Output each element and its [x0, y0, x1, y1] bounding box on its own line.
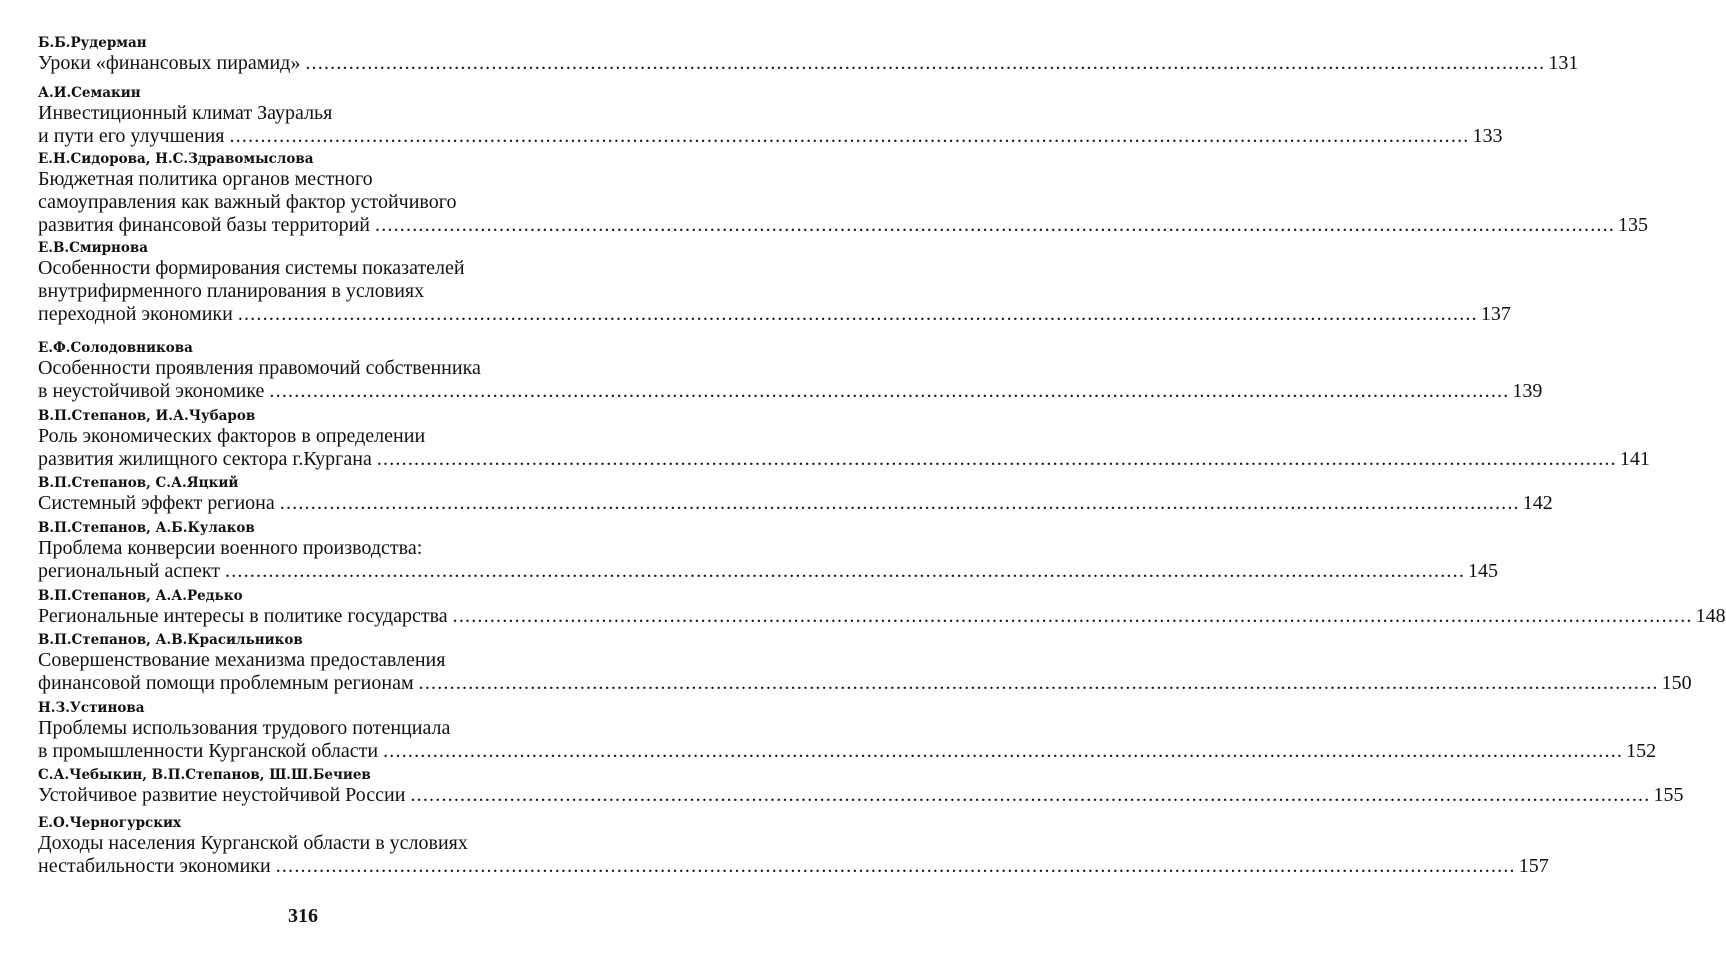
dot-leader: ........................................................................................................................................................................................................	[410, 784, 1651, 806]
entry-page-number: 141	[1619, 448, 1650, 470]
entry-page-number: 142	[1522, 492, 1553, 514]
dot-leader: ........................................................................................................................................................................................................	[383, 740, 1624, 762]
toc-entry	[38, 340, 1543, 403]
entry-title-row	[38, 380, 1543, 403]
entry-page-number: 135	[1618, 214, 1648, 236]
toc-entry	[38, 408, 1650, 471]
entry-title-line: Региональные интересы в политике государства	[38, 605, 448, 627]
entry-page-number: 152	[1626, 740, 1657, 762]
dot-leader: ........................................................................................................................................................................................................	[375, 214, 1615, 236]
toc-entry	[38, 767, 1684, 807]
entry-author: В.П.Степанов, И.А.Чубаров	[38, 408, 256, 424]
entry-title-row	[38, 214, 1648, 237]
entry-title-line: нестабильности экономики	[38, 855, 271, 877]
entry-page-number: 148	[1695, 605, 1726, 627]
toc-entry	[38, 475, 1553, 515]
dot-leader: ........................................................................................................................................................................................................	[376, 448, 1617, 470]
entry-page-number: 133	[1472, 125, 1503, 147]
entry-title-line: развития финансовой базы территорий	[38, 214, 370, 236]
dot-leader: ........................................................................................................................................................................................................	[225, 560, 1466, 582]
entry-title-row	[38, 784, 1684, 807]
dot-leader: ........................................................................................................................................................................................................	[275, 855, 1516, 877]
entry-author: В.П.Степанов, А.Б.Кулаков	[38, 520, 255, 536]
toc-entry	[38, 700, 1657, 763]
entry-title-line: Особенности проявления правомочий собственника	[38, 357, 481, 379]
toc-entry	[38, 151, 1648, 237]
entry-title-line: в неустойчивой экономике	[38, 380, 265, 402]
entry-page-number: 145	[1468, 560, 1499, 582]
entry-title-line: Системный эффект региона	[38, 492, 275, 514]
entry-title-line: Бюджетная политика органов местного	[38, 168, 373, 190]
entry-page-number: 157	[1518, 855, 1549, 877]
entry-title-line: Проблемы использования трудового потенциала	[38, 717, 451, 739]
entry-title-line: в промышленности Курганской области	[38, 740, 379, 762]
dot-leader: ........................................................................................................................................................................................................	[237, 303, 1478, 325]
entry-title-line: Особенности формирования системы показателей	[38, 257, 465, 279]
entry-title-row	[38, 125, 1503, 148]
entry-author: Н.З.Устинова	[38, 700, 145, 716]
entry-title-line: развития жилищного сектора г.Кургана	[38, 448, 372, 470]
entry-title-line: региональный аспект	[38, 560, 221, 582]
entry-title-row	[38, 605, 1726, 628]
entry-title-line: Доходы населения Курганской области в условиях	[38, 832, 468, 854]
entry-author: С.А.Чебыкин, В.П.Степанов, Ш.Ш.Бечиев	[38, 767, 371, 783]
entry-title-line: Проблема конверсии военного производства:	[38, 537, 423, 559]
toc-entry	[38, 815, 1549, 878]
entry-page-number: 150	[1661, 672, 1692, 694]
entry-title-line: Устойчивое развитие неустойчивой России	[38, 784, 406, 806]
entry-title-row	[38, 672, 1692, 695]
entry-title-line: Роль экономических факторов в определении	[38, 425, 426, 447]
entry-author: Е.В.Смирнова	[38, 240, 149, 256]
entry-title-line: Совершенствование механизма предоставления	[38, 649, 446, 671]
toc-entry	[38, 85, 1503, 148]
entry-title-row	[38, 448, 1650, 471]
entry-page-number: 137	[1480, 303, 1511, 325]
entry-title-line: финансовой помощи проблемным регионам	[38, 672, 414, 694]
entry-page-number: 155	[1653, 784, 1684, 806]
dot-leader: ........................................................................................................................................................................................................	[305, 52, 1546, 74]
entry-author: В.П.Степанов, С.А.Яцкий	[38, 475, 239, 491]
dot-leader: ........................................................................................................................................................................................................	[279, 492, 1520, 514]
entry-title-line: внутрифирменного планирования в условиях	[38, 280, 425, 302]
entry-title-row	[38, 560, 1499, 583]
entry-author: Е.Ф.Солодовникова	[38, 340, 193, 356]
toc-entry	[38, 35, 1579, 75]
entry-title-row	[38, 52, 1579, 75]
entry-title-line: и пути его улучшения	[38, 125, 225, 147]
toc-entry	[38, 588, 1726, 628]
page-number: 316	[288, 905, 318, 927]
entry-page-number: 139	[1512, 380, 1543, 402]
entry-title-line: Уроки «финансовых пирамид»	[38, 52, 301, 74]
entry-author: В.П.Степанов, А.В.Красильников	[38, 632, 303, 648]
entry-title-line: Инвестиционный климат Зауралья	[38, 102, 333, 124]
entry-title-row	[38, 492, 1553, 515]
toc-entry	[38, 520, 1499, 583]
toc-entry	[38, 632, 1692, 695]
entry-title-row	[38, 740, 1657, 763]
entry-title-row	[38, 303, 1511, 326]
entry-author: А.И.Семакин	[38, 85, 141, 101]
dot-leader: ........................................................................................................................................................................................................	[229, 125, 1470, 147]
entry-title-line: переходной экономики	[38, 303, 233, 325]
entry-author: Б.Б.Рудерман	[38, 35, 147, 51]
dot-leader: ........................................................................................................................................................................................................	[452, 605, 1693, 627]
entry-author: В.П.Степанов, А.А.Редько	[38, 588, 243, 604]
entry-author: Е.Н.Сидорова, Н.С.Здравомыслова	[38, 151, 314, 167]
entry-title-line: самоуправления как важный фактор устойчивого	[38, 191, 457, 213]
toc-entry	[38, 240, 1511, 326]
entry-page-number: 131	[1548, 52, 1579, 74]
dot-leader: ........................................................................................................................................................................................................	[418, 672, 1659, 694]
dot-leader: ........................................................................................................................................................................................................	[269, 380, 1510, 402]
entry-title-row	[38, 855, 1549, 878]
entry-author: Е.О.Черногурских	[38, 815, 182, 831]
